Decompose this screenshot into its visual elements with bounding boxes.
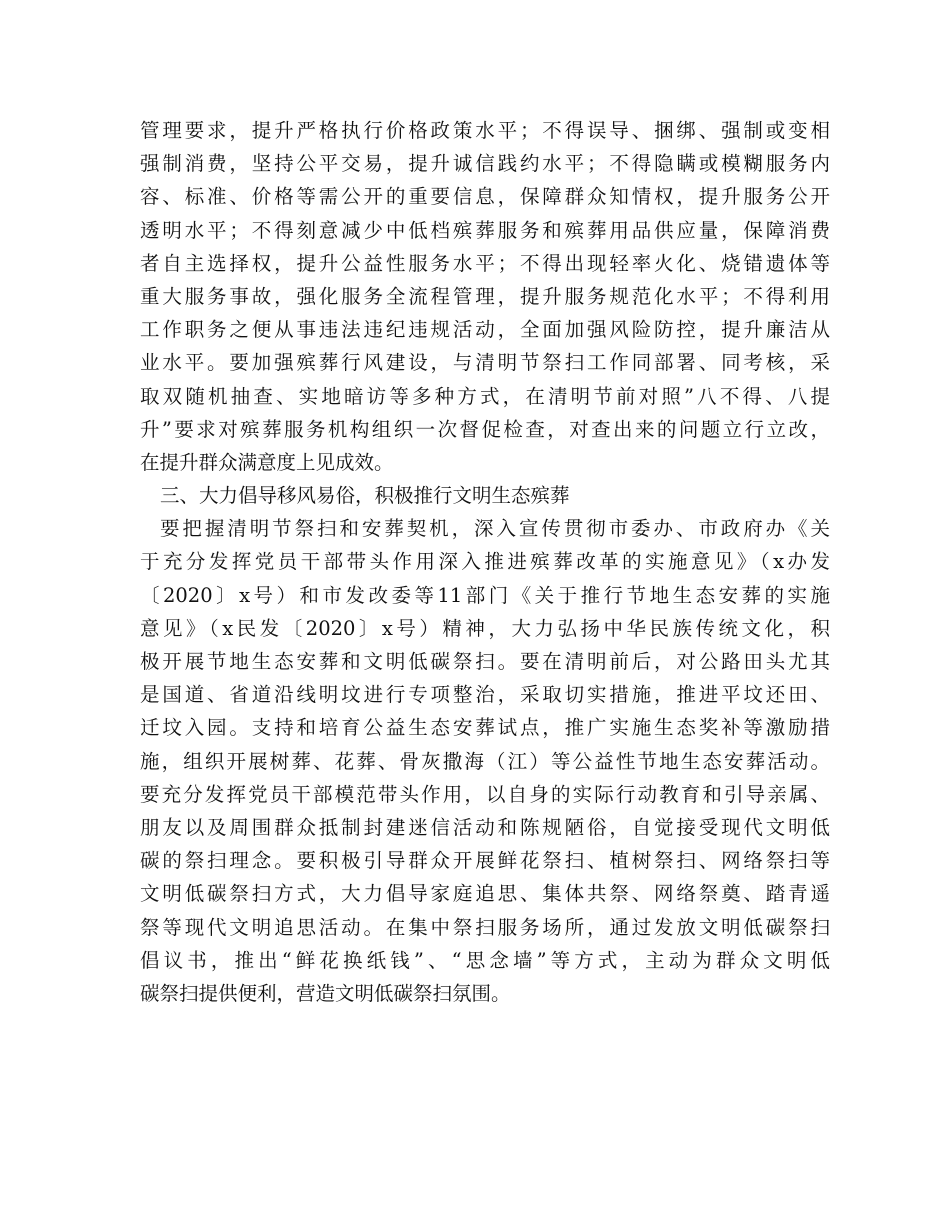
text-line: 于充分发挥党员干部带头作用深入推进殡葬改革的实施意见》（x办发 <box>140 550 830 574</box>
text-line: 倡议书，推出“鲜花换纸钱”、“思念墙”等方式，主动为群众文明低 <box>140 948 830 972</box>
text-line: 强制消费，坚持公平交易，提升诚信践约水平；不得隐瞒或模糊服务内 <box>140 152 830 176</box>
text-line: 意见》（x民发〔2020〕x号）精神，大力弘扬中华民族传统文化，积 <box>140 616 830 640</box>
text-line: 极开展节地生态安葬和文明低碳祭扫。要在清明前后，对公路田头尤其 <box>140 650 830 673</box>
text-line: 碳祭扫提供便利，营造文明低碳祭扫氛围。 <box>140 981 511 1005</box>
document-body <box>140 114 830 1010</box>
text-line: 施，组织开展树葬、花葬、骨灰撒海（江）等公益性节地生态安葬活动。 <box>140 749 830 773</box>
text-line: 迁坟入园。支持和培育公益生态安葬试点，推广实施生态奖补等激励措 <box>140 716 830 740</box>
text-line: 容、标准、价格等需公开的重要信息，保障群众知情权，提升服务公开 <box>140 185 830 209</box>
text-line: 重大服务事故，强化服务全流程管理，提升服务规范化水平；不得利用 <box>140 284 830 308</box>
text-line: 祭等现代文明追思活动。在集中祭扫服务场所，通过发放文明低碳祭扫 <box>140 915 830 939</box>
text-line: 在提升群众满意度上见成效。 <box>140 450 394 474</box>
text-line: 工作职务之便从事违法违纪违规活动，全面加强风险防控，提升廉洁从 <box>140 318 830 342</box>
text-line: 〔2020〕x号）和市发改委等11部门《关于推行节地生态安葬的实施 <box>140 583 830 607</box>
text-line: 业水平。要加强殡葬行风建设，与清明节祭扫工作同部署、同考核，采 <box>140 351 830 375</box>
text-line: 要把握清明节祭扫和安葬契机，深入宣传贯彻市委办、市政府办《关 <box>160 517 830 541</box>
text-line: 要充分发挥党员干部模范带头作用，以自身的实际行动教育和引导亲属、 <box>140 782 830 806</box>
text-line: 文明低碳祭扫方式，大力倡导家庭追思、集体共祭、网络祭奠、踏青遥 <box>140 882 830 906</box>
text-line: 碳的祭扫理念。要积极引导群众开展鲜花祭扫、植树祭扫、网络祭扫等 <box>140 849 830 873</box>
text-line: 取双随机抽查、实地暗访等多种方式，在清明节前对照”八不得、八提 <box>140 384 830 408</box>
text-line: 透明水平；不得刻意减少中低档殡葬服务和殡葬用品供应量，保障消费 <box>140 218 830 242</box>
text-line: 是国道、省道沿线明坟进行专项整治，采取切实措施，推进平坟还田、 <box>140 683 830 707</box>
text-line: 者自主选择权，提升公益性服务水平；不得出现轻率火化、烧错遗体等 <box>140 251 830 275</box>
text-line: 朋友以及周围群众抵制封建迷信活动和陈规陋俗，自觉接受现代文明低 <box>140 815 830 839</box>
text-line: 升”要求对殡葬服务机构组织一次督促检查，对查出来的问题立行立改， <box>140 417 830 441</box>
section-heading: 三、大力倡导移风易俗，积极推行文明生态殡葬 <box>160 484 570 508</box>
text-line: 管理要求，提升严格执行价格政策水平；不得误导、捆绑、强制或变相 <box>140 119 830 142</box>
